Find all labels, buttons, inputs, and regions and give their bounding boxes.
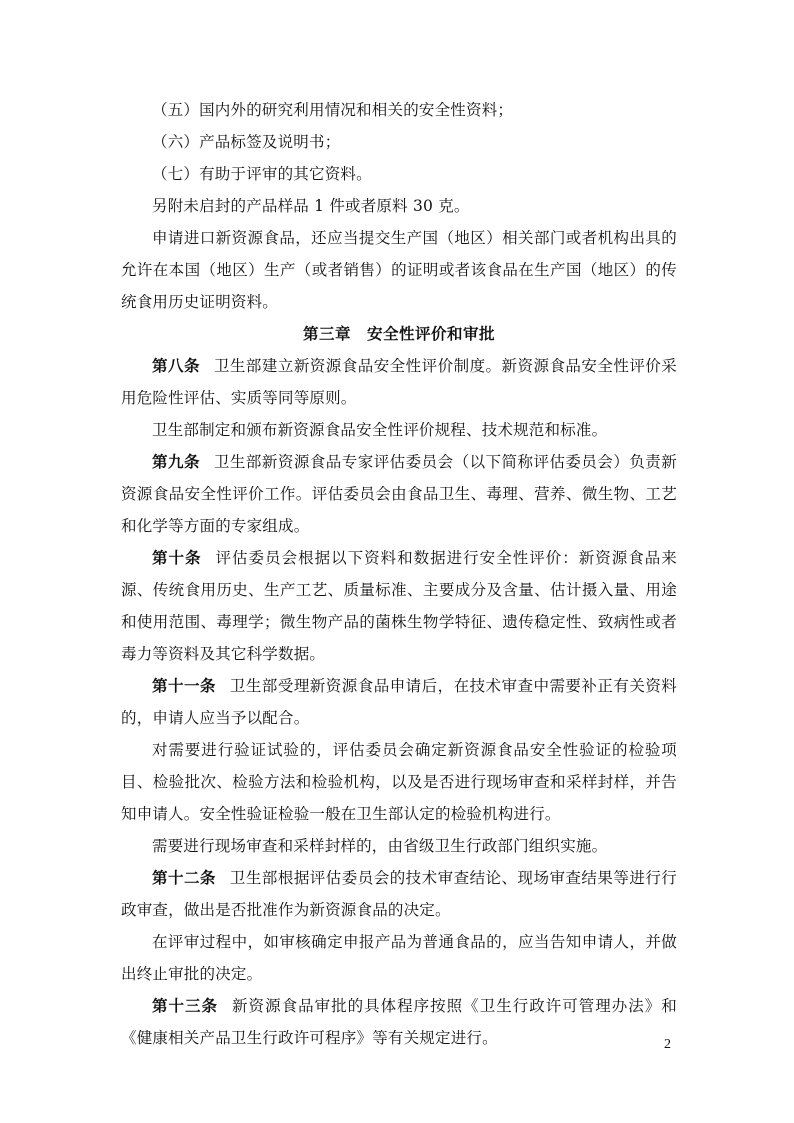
article-11-paragraph-2: 对需要进行验证试验的，评估委员会确定新资源食品安全性验证的检验项目、检验批次、检验方法和检验机构，以及是否进行现场审查和采样封样，并告知申请人。安全性验证检验一般在卫生部认定的检验机构进行。	[121, 741, 677, 823]
list-item-7: （七）有助于评审的其它资料。	[152, 165, 372, 183]
article-9-text: 卫生部新资源食品专家评估委员会（以下简称评估委员会）负责新资源食品安全性评价工作。评估委员会由食品卫生、毒理、营养、微生物、工艺和化学等方面的专家组成。	[121, 453, 677, 535]
article-8	[121, 350, 677, 414]
article-11-text: 卫生部受理新资源食品申请后，在技术审查中需要补正有关资料的，申请人应当予以配合。	[121, 677, 677, 727]
article-12-label: 第十二条	[152, 869, 216, 887]
article-9	[121, 446, 677, 542]
document-body	[121, 94, 677, 1054]
article-10	[121, 542, 677, 670]
article-12	[121, 862, 677, 926]
page-number: 2	[664, 1037, 671, 1052]
article-12-text: 卫生部根据评估委员会的技术审查结论、现场审查结果等进行行政审查，做出是否批准作为新资源食品的决定。	[121, 869, 677, 919]
chapter-title: 第三章 安全性评价和审批	[302, 325, 495, 343]
article-13-label: 第十三条	[152, 997, 219, 1015]
article-9-label: 第九条	[152, 453, 200, 471]
list-item-5: （五）国内外的研究利用情况和相关的安全性资料；	[152, 101, 514, 119]
import-paragraph: 申请进口新资源食品，还应当提交生产国（地区）相关部门或者机构出具的允许在本国（地区）生产（或者销售）的证明或者该食品在生产国（地区）的传统食用历史证明资料。	[121, 229, 677, 311]
article-12-paragraph-2: 在评审过程中，如审核确定申报产品为普通食品的，应当告知申请人，并做出终止审批的决定。	[121, 933, 677, 983]
article-13	[121, 990, 677, 1054]
article-10-text: 评估委员会根据以下资料和数据进行安全性评价：新资源食品来源、传统食用历史、生产工艺、质量标准、主要成分及含量、估计摄入量、用途和使用范围、毒理学；微生物产品的菌株生物学特征、遗传稳定性、致病性或者毒力等资料及其它科学数据。	[121, 549, 677, 663]
article-11-label: 第十一条	[152, 677, 216, 695]
article-8-paragraph-2: 卫生部制定和颁布新资源食品安全性评价规程、技术规范和标准。	[152, 421, 608, 439]
article-11	[121, 670, 677, 734]
article-13-text: 新资源食品审批的具体程序按照《卫生行政许可管理办法》和《健康相关产品卫生行政许可程序》等有关规定进行。	[121, 997, 677, 1047]
article-8-label: 第八条	[152, 357, 200, 375]
list-item-6: （六）产品标签及说明书；	[152, 133, 341, 151]
sample-note: 另附未启封的产品样品 1 件或者原料 30 克。	[152, 197, 470, 215]
article-11-paragraph-3: 需要进行现场审查和采样封样的，由省级卫生行政部门组织实施。	[152, 837, 608, 855]
article-10-label: 第十条	[152, 549, 202, 567]
article-8-text: 卫生部建立新资源食品安全性评价制度。新资源食品安全性评价采用危险性评估、实质等同等原则。	[121, 357, 677, 407]
